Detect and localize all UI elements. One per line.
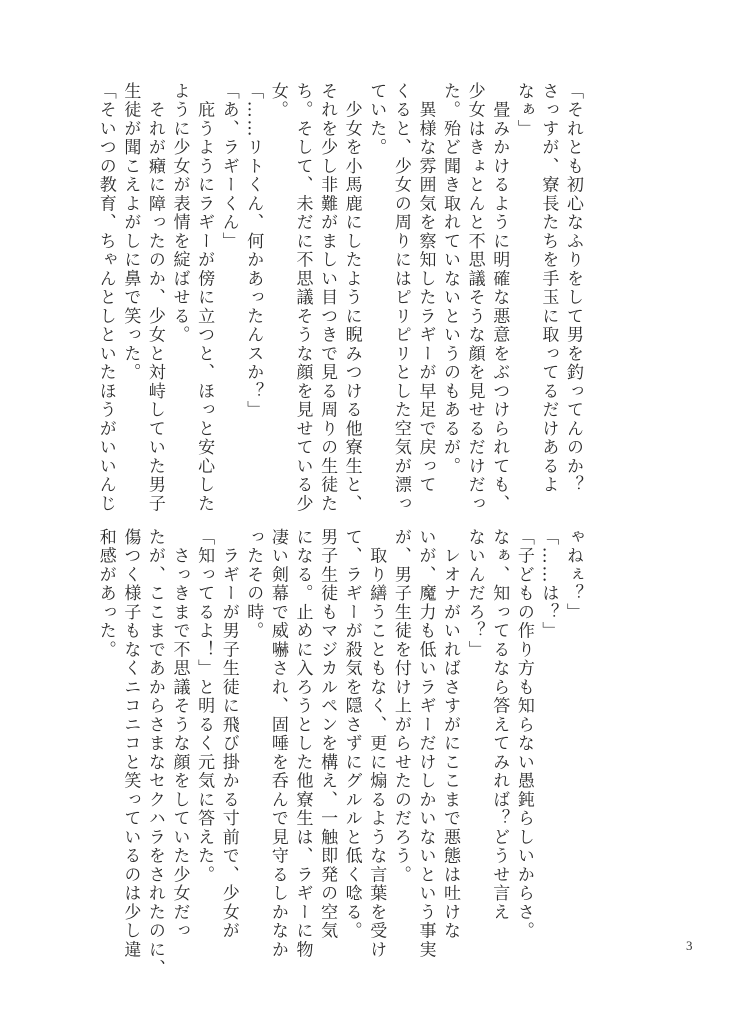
text-column: 女。 xyxy=(267,82,288,120)
text-column: た。殆ど聞き取れていないというのもあるが。 xyxy=(440,82,461,476)
text-column: 傷つく様子もなくニコニコと笑っているのは少し違 xyxy=(120,528,141,960)
text-column: 「……は？」 xyxy=(538,528,559,641)
text-column: さっすが、寮長たちを手玉に取ってるだけあるよ xyxy=(538,82,559,495)
text-column: 和感があった。 xyxy=(95,528,116,660)
text-block-bottom xyxy=(93,528,585,978)
text-block-top xyxy=(93,82,585,514)
text-column: それが癪に障ったのか、少女と対峙していた男子 xyxy=(144,82,165,514)
text-column: なぁ」 xyxy=(513,82,534,139)
text-column: さっきまで不思議そうな顔をしていた少女だっ xyxy=(169,528,190,941)
text-column: 「知ってるよ！」と明るく元気に答えた。 xyxy=(194,528,215,885)
text-column: 庇うようにラギーが傍に立つと、ほっと安心した xyxy=(194,82,215,514)
text-column: ラギーが男子生徒に飛び掛かる寸前で、少女が xyxy=(218,528,239,941)
text-column: になる。止めに入ろうとした他寮生は、ラギーに物 xyxy=(292,528,313,960)
text-column: 「子どもの作り方も知らない愚鈍らしいからさ。 xyxy=(513,528,534,941)
text-column: ないんだろ？」 xyxy=(464,528,485,660)
text-column: 異様な雰囲気を察知したラギーが早足で戻って xyxy=(415,82,436,495)
text-column: ていた。 xyxy=(366,82,387,157)
text-column: 取り繕うこともなく、更に煽るような言葉を受け xyxy=(366,528,387,960)
text-column: 少女はきょとんと不思議そうな顔を見せるだけだっ xyxy=(464,82,485,514)
text-column: ように少女が表情を綻ばせる。 xyxy=(169,82,190,345)
page-number: 3 xyxy=(686,938,693,953)
text-column: 畳みかけるように明確な悪意をぶつけられても、 xyxy=(489,82,510,514)
text-column: ゃねぇ？」 xyxy=(563,528,583,622)
text-column: それを少し非難がましい目つきで見る周りの生徒た xyxy=(317,82,338,514)
text-column: 少女を小馬鹿にしたように睨みつける他寮生と、 xyxy=(341,82,362,514)
text-column: て、ラギーが殺気を隠さずにグルルと低く唸る。 xyxy=(341,528,362,941)
text-column: ったその時。 xyxy=(243,528,264,641)
text-column: 「それとも初心なふりをして男を釣ってんのか？ xyxy=(563,82,583,495)
text-column: 「……リトくん、何かあったんスか？」 xyxy=(243,82,264,420)
text-column: ち。そして、未だに不思議そうな顔を見せている少 xyxy=(292,82,313,514)
text-column: 「そいつの教育、ちゃんとしといたほうがいいんじ xyxy=(95,82,116,514)
text-column: が、男子生徒を付け上がらせたのだろう。 xyxy=(390,528,411,885)
text-column: なぁ、知ってるなら答えてみれば？どうせ言え xyxy=(489,528,510,922)
text-column: 「あ、ラギーくん」 xyxy=(218,82,239,251)
text-column: たが、ここまであからさまなセクハラをされたのに、 xyxy=(144,528,165,978)
text-column: 生徒が聞こえよがしに鼻で笑った。 xyxy=(120,82,141,382)
text-column: 凄い剣幕で威嚇され、固唾を呑んで見守るしかなか xyxy=(267,528,288,960)
text-column: レオナがいればさすがにここまで悪態は吐けな xyxy=(440,528,461,941)
text-column: いが、魔力も低いラギーだけしかいないという事実 xyxy=(415,528,436,960)
text-column: くると、少女の周りにはピリピリとした空気が漂っ xyxy=(390,82,411,514)
text-column: 男子生徒もマジカルペンを構え、一触即発の空気 xyxy=(317,528,338,941)
